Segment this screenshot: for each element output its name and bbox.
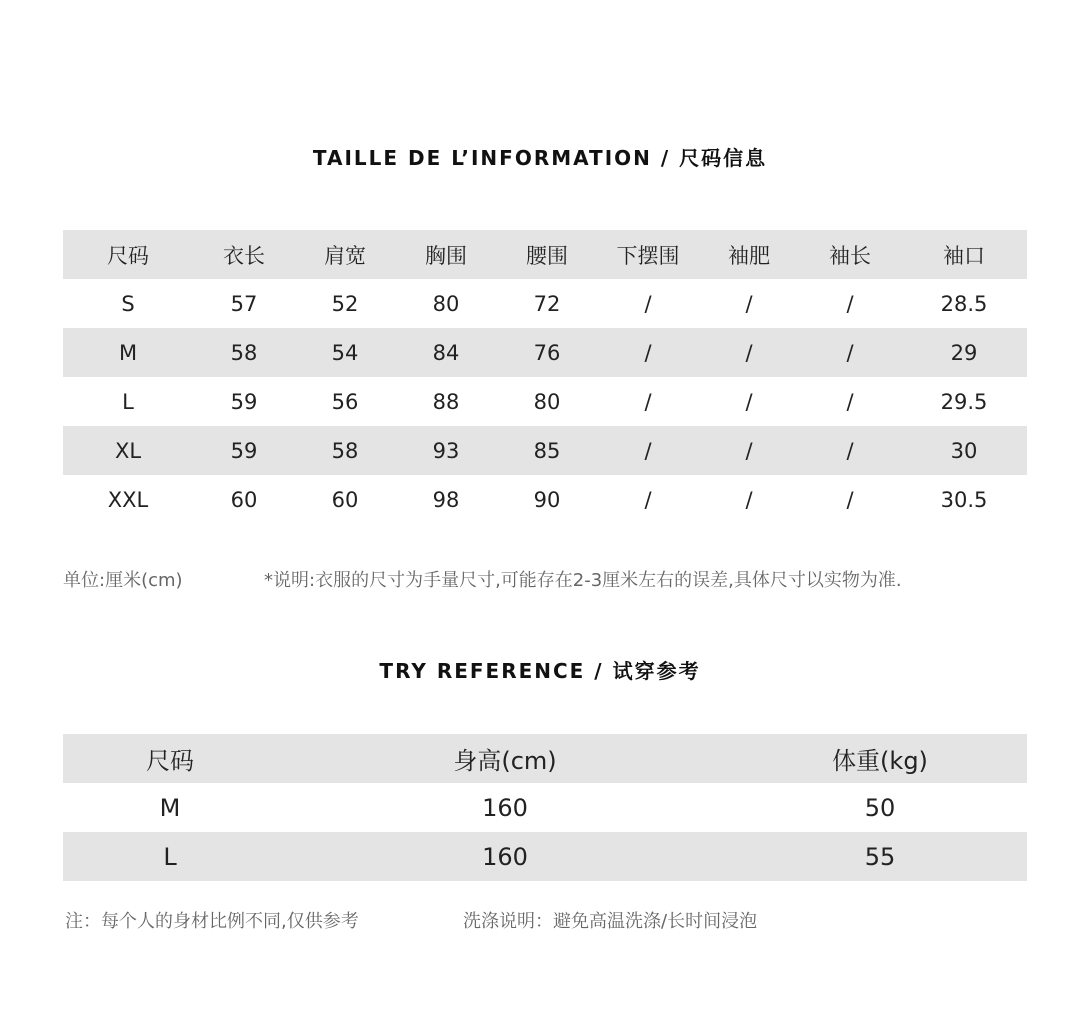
table-cell: /	[846, 291, 854, 316]
header-cell: 体重(kg)	[832, 747, 928, 775]
table-cell: 72	[533, 291, 561, 316]
table-cell: M	[118, 340, 138, 365]
table-cell: 93	[432, 438, 460, 463]
try-reference-title: TRY REFERENCE / 试穿参考	[379, 659, 701, 683]
table-row	[63, 832, 1027, 881]
table-cell: 90	[533, 487, 561, 512]
table-cell: 60	[230, 487, 258, 512]
table-cell: 50	[864, 793, 896, 822]
table-cell: XL	[114, 438, 142, 463]
table-cell: /	[846, 340, 854, 365]
header-cell: 袖口	[943, 243, 985, 268]
table-cell: /	[644, 438, 652, 463]
table-cell: /	[745, 487, 753, 512]
table-cell: XXL	[107, 487, 149, 512]
table-cell: M	[159, 793, 181, 822]
table-cell: /	[644, 291, 652, 316]
table-cell: 54	[331, 340, 359, 365]
try-table-header-row	[63, 734, 1027, 783]
table-cell: /	[644, 487, 652, 512]
table-cell: 56	[331, 389, 359, 414]
table-row	[63, 783, 1027, 832]
table-cell: /	[846, 389, 854, 414]
table-cell: /	[846, 487, 854, 512]
header-cell: 袖肥	[728, 243, 770, 268]
table-cell: 55	[864, 842, 896, 871]
table-cell: L	[163, 842, 177, 871]
header-cell: 肩宽	[324, 243, 366, 268]
table-cell: 76	[533, 340, 561, 365]
table-cell: 84	[432, 340, 460, 365]
table-row	[63, 475, 1027, 524]
table-cell: 30.5	[940, 487, 988, 512]
table-cell: 29	[950, 340, 978, 365]
table-row	[63, 426, 1027, 475]
table-cell: /	[745, 291, 753, 316]
header-cell: 身高(cm)	[453, 747, 557, 775]
table-cell: 52	[331, 291, 359, 316]
measurement-note: *说明:衣服的尺寸为手量尺寸,可能存在2-3厘米左右的误差,具体尺寸以实物为准.	[264, 570, 902, 591]
wash-note: 洗涤说明：避免高温洗涤/长时间浸泡	[463, 911, 758, 932]
table-row	[63, 328, 1027, 377]
table-cell: 80	[533, 389, 561, 414]
table-cell: /	[745, 389, 753, 414]
table-cell: /	[846, 438, 854, 463]
table-cell: 28.5	[940, 291, 988, 316]
size-info-title: TAILLE DE L’INFORMATION / 尺码信息	[312, 146, 768, 170]
header-cell: 胸围	[425, 243, 467, 268]
header-cell: 下摆围	[616, 243, 680, 268]
table-cell: 160	[482, 793, 528, 822]
unit-note: 单位:厘米(cm)	[63, 570, 183, 591]
table-cell: 29.5	[940, 389, 988, 414]
table-cell: /	[644, 340, 652, 365]
table-cell: 57	[230, 291, 258, 316]
fit-note: 注：每个人的身材比例不同,仅供参考	[65, 911, 359, 932]
table-cell: 60	[331, 487, 359, 512]
table-cell: /	[745, 438, 753, 463]
table-cell: 58	[230, 340, 258, 365]
table-cell: 85	[533, 438, 561, 463]
table-row	[63, 377, 1027, 426]
table-cell: 59	[230, 389, 258, 414]
table-cell: 88	[432, 389, 460, 414]
header-cell: 腰围	[526, 243, 568, 268]
table-cell: 30	[950, 438, 978, 463]
table-cell: S	[121, 291, 135, 316]
header-cell: 袖长	[829, 243, 871, 268]
table-cell: /	[644, 389, 652, 414]
header-cell: 尺码	[146, 747, 194, 775]
table-cell: 58	[331, 438, 359, 463]
table-cell: 59	[230, 438, 258, 463]
header-cell: 衣长	[223, 243, 265, 268]
table-cell: 160	[482, 842, 528, 871]
table-cell: 80	[432, 291, 460, 316]
table-cell: 98	[432, 487, 460, 512]
header-cell: 尺码	[107, 243, 149, 268]
size-table-header-row	[63, 230, 1027, 279]
table-cell: /	[745, 340, 753, 365]
try-table	[63, 734, 1027, 881]
table-row	[63, 279, 1027, 328]
size-table	[63, 230, 1027, 524]
table-cell: L	[122, 389, 134, 414]
